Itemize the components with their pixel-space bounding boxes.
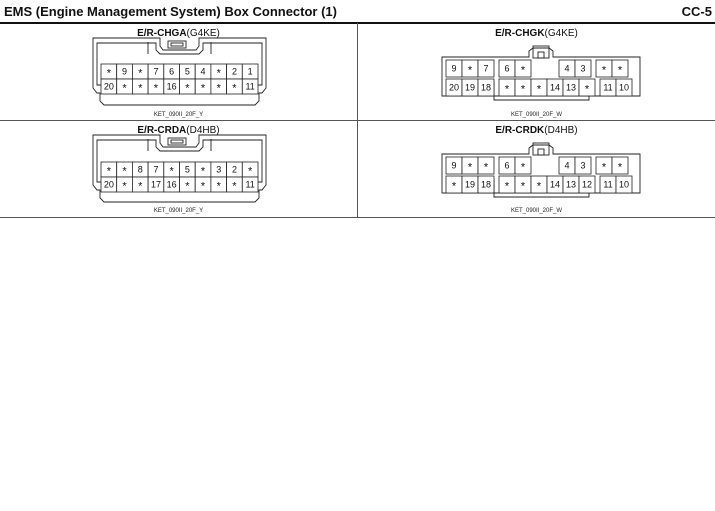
pin-label: * [232,82,237,95]
pin-label: 10 [618,179,630,190]
pin-label: * [520,64,526,77]
pin-label: 17 [150,179,161,190]
connector-caption: KET_090II_20F_Y [153,112,204,118]
pin-label: * [451,180,457,193]
pin-label: 4 [200,66,206,77]
pin-label: * [185,180,190,193]
connector-engine: (G4KE) [544,28,578,39]
connector-diagram-crda [0,121,357,217]
pin-label: 7 [153,164,159,175]
pin-label: 3 [580,160,586,171]
pin-label: * [248,165,253,178]
connector-engine: (G4KE) [186,28,220,39]
pin-label: * [106,67,111,80]
connector-cell-crda [0,121,357,217]
pin-label: * [520,83,526,96]
connector-name: E/R-CRDK [495,125,545,136]
pin-label: * [216,67,221,80]
pin-label: 3 [216,164,222,175]
connector-diagram-crdk [358,121,715,217]
pin-label: 9 [451,160,457,171]
pin-label: 6 [504,63,510,74]
pin-label: * [138,82,143,95]
pin-label: * [520,161,526,174]
pin-label: 11 [245,179,255,190]
pin-label: * [483,161,489,174]
pin-label: * [169,165,174,178]
pin-label: 5 [184,66,190,77]
pin-label: 7 [483,63,489,74]
connector-name: E/R-CHGA [137,28,187,39]
pin-label: * [216,82,221,95]
pin-label: * [617,64,623,77]
pin-label: 19 [464,82,476,93]
pin-label: 4 [564,63,570,74]
pin-label: * [153,82,159,95]
pin-label: * [200,165,206,178]
pin-label: * [536,180,542,193]
connector-engine: (D4HB) [186,125,220,136]
pin-label: * [106,165,111,178]
pin-label: 11 [603,179,613,190]
pin-label: * [122,180,127,193]
page-header [0,0,715,22]
pin-label: * [601,161,607,174]
pin-label: 9 [122,66,128,77]
pin-label: 14 [549,82,561,93]
connector-caption: KET_090II_20F_W [510,112,563,118]
pin-label: 8 [137,164,143,175]
pin-label: * [138,67,143,80]
pin-label: 11 [603,82,613,93]
pin-rows [101,162,258,193]
pin-label: * [601,64,607,77]
pin-label: * [467,161,473,174]
connector-engine: (D4HB) [544,125,578,136]
pin-label: 6 [169,66,175,77]
connector-cell-crdk [358,121,715,217]
connector-caption: KET_090II_20F_Y [153,208,204,214]
pin-label: 4 [564,160,570,171]
pin-rows [446,60,632,96]
pin-label: * [138,180,143,193]
pin-label: * [232,180,237,193]
pin-label: 16 [166,179,177,190]
connector-cell-chgk [358,24,715,120]
connector-caption: KET_090II_20F_W [510,208,563,214]
connector-cell-chga [0,24,357,120]
pin-label: 2 [231,164,237,175]
pin-label: 10 [618,82,630,93]
pin-label: 12 [581,179,593,190]
pin-label: 11 [245,81,255,92]
pin-label: 9 [451,63,457,74]
connector-diagram-chga [0,24,357,120]
pin-label: * [185,82,190,95]
pin-label: 16 [166,81,177,92]
page-number: CC-5 [681,4,712,19]
pin-label: * [200,82,206,95]
pin-label: * [536,83,542,96]
pin-label: * [504,83,510,96]
pin-label: * [584,83,590,96]
pin-rows [446,157,632,193]
pin-label: 3 [580,63,586,74]
pin-label: * [122,165,127,178]
pin-label: 6 [504,160,510,171]
pin-label: * [467,64,473,77]
pin-label: 2 [231,66,237,77]
pin-label: 19 [464,179,476,190]
pin-label: 13 [565,179,577,190]
pin-label: 20 [103,81,114,92]
pin-label: * [216,180,221,193]
pin-label: 18 [480,82,492,93]
connector-name: E/R-CHGK [495,28,545,39]
connector-name: E/R-CRDA [137,125,187,136]
pin-label: 20 [103,179,114,190]
page-title: EMS (Engine Management System) Box Connector (1) [4,4,337,19]
pin-label: 7 [153,66,159,77]
pin-label: * [200,180,206,193]
pin-label: * [504,180,510,193]
pin-label: 14 [549,179,561,190]
pin-label: 20 [448,82,460,93]
pin-label: * [122,82,127,95]
connector-diagram-chgk [358,24,715,120]
pin-label: 1 [247,66,253,77]
pin-label: * [520,180,526,193]
pin-label: 18 [480,179,492,190]
pin-rows [101,64,258,95]
pin-label: * [617,161,623,174]
pin-label: 5 [184,164,190,175]
pin-label: 13 [565,82,577,93]
